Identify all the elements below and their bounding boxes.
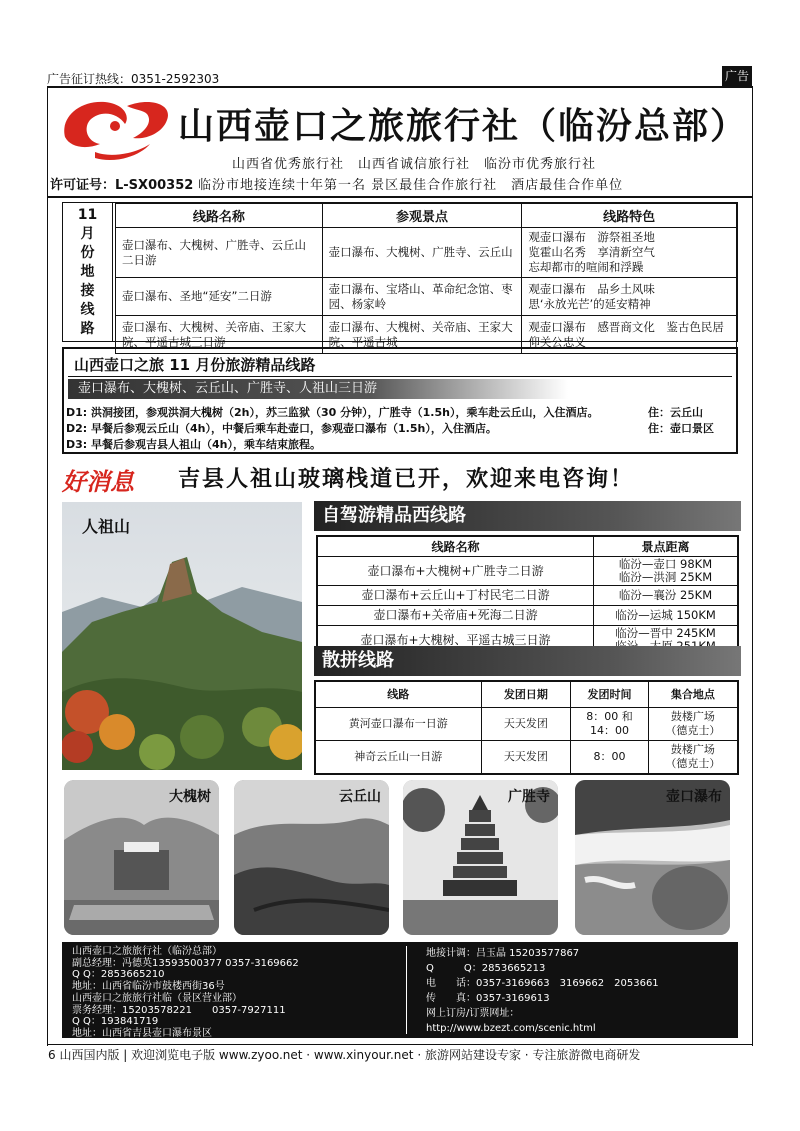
column-header: 集合地点 — [648, 681, 738, 707]
route-distance: 临汾—运城 150KM — [594, 606, 738, 626]
route-distance: 临汾—襄汾 25KM — [594, 586, 738, 606]
table-row — [315, 740, 738, 774]
route-distance: 临汾—壶口 98KM 临汾—洪洞 25KM — [594, 557, 738, 586]
side-char: 月 — [80, 225, 95, 242]
side-char: 路 — [80, 320, 95, 337]
contact-line: Q Q：2853665210 — [72, 969, 165, 981]
contact-line: 副总经理：冯德英13593500377 0357-3169662 — [72, 957, 299, 969]
side-char: 份 — [80, 244, 95, 261]
ground-tour-grid — [115, 203, 737, 354]
ad-hotline: 广告征订热线：0351-2592303 — [47, 72, 220, 86]
route-spots: 壶口瀑布、大槐树、广胜寺、云丘山 — [322, 228, 522, 278]
contact-line: 地接计调：吕玉晶 15203577867 — [426, 948, 580, 959]
route-name: 壶口瀑布、圣地“延安”二日游 — [116, 278, 323, 316]
route-name: 壶口瀑布+大槐树+广胜寺二日游 — [317, 557, 594, 586]
contact-line: Q Q：193841719 — [72, 1016, 159, 1028]
column-header: 线路名称 — [116, 204, 323, 228]
thumb-label: 壶口瀑布 — [666, 789, 722, 805]
page-footer: 6 山西国内版 | 欢迎浏览电子版 www.zyoo.net · www.xinyour.net · 旅游网站建设专家 · 专注旅游微电商研发 — [48, 1048, 641, 1062]
self-drive-table — [316, 535, 739, 656]
route-name: 壶口瀑布+关帝庙+死海二日游 — [317, 606, 594, 626]
dahuaishu-photo — [64, 780, 219, 935]
thumb-label: 大槐树 — [169, 789, 211, 805]
ad-tag: 广告 — [722, 66, 752, 86]
good-news-text: 吉县人祖山玻璃栈道已开，欢迎来电咨询！ — [178, 467, 635, 492]
bottom-rule — [47, 1044, 753, 1045]
ground-tour-table — [62, 202, 738, 349]
column-header: 景点距离 — [594, 536, 738, 557]
group-time: 8：00 — [571, 740, 649, 774]
table-row — [317, 586, 738, 606]
column-header: 线路 — [315, 681, 481, 707]
featured-route-title: 山西壶口之旅 11 月份旅游精品线路 — [74, 356, 316, 374]
group-meeting-point: 鼓楼广场 （德克士） — [648, 740, 738, 774]
table-row — [317, 557, 738, 586]
table-row — [116, 228, 737, 278]
contact-line: 电 话：0357-3169663 3169662 2053661 — [426, 978, 659, 989]
group-route: 黄河壶口瀑布一日游 — [315, 707, 481, 740]
column-header: 线路名称 — [317, 536, 594, 557]
thumb-label: 广胜寺 — [508, 789, 550, 805]
table-header-row — [315, 681, 738, 707]
contact-line: 网上订房/订票网址： — [426, 1008, 520, 1019]
side-char: 线 — [80, 301, 95, 318]
route-name: 壶口瀑布、大槐树、广胜寺、云丘山二日游 — [116, 228, 323, 278]
table-row — [317, 606, 738, 626]
itinerary-stay: 住：壶口景区 — [648, 422, 714, 435]
column-header: 发团时间 — [571, 681, 649, 707]
contact-line: 地址：山西省吉县壶口瀑布景区 — [72, 1027, 212, 1039]
itinerary-day: D3: 早餐后参观吉县人祖山（4h），乘车结束旅程。 — [66, 438, 321, 451]
contact-line: 山西壶口之旅旅行社（临汾总部） — [72, 946, 222, 957]
agency-name: 山西壶口之旅旅行社（临汾总部） — [178, 105, 749, 147]
contact-right — [426, 946, 659, 1036]
group-tour-section-title: 散拼线路 — [314, 646, 741, 676]
column-header: 发团日期 — [481, 681, 571, 707]
self-drive-section-title: 自驾游精品西线路 — [314, 501, 741, 531]
route-features: 观壶口瀑布 感晋商文化 鉴古色民居 仰关公忠义 — [522, 316, 737, 354]
table-row — [315, 707, 738, 740]
route-name: 壶口瀑布+大槐树、平遥古城三日游 — [317, 626, 594, 656]
agency-awards: 临汾市地接连续十年第一名 景区最佳合作旅行社 酒店最佳合作单位 — [198, 178, 624, 193]
column-header: 参观景点 — [322, 204, 522, 228]
table-header-row — [317, 536, 738, 557]
featured-route-box — [62, 347, 738, 454]
route-name: 壶口瀑布、大槐树、关帝庙、王家大院、平遥古城三日游 — [116, 316, 323, 354]
agency-honors: 山西省优秀旅行社 山西省诚信旅行社 临汾市优秀旅行社 — [232, 157, 597, 172]
group-route: 神奇云丘山一日游 — [315, 740, 481, 774]
license-number: 许可证号：L-SX00352 — [50, 178, 194, 193]
route-features: 观壶口瀑布 品乡土风味 思‘永放光芒’的延安精神 — [522, 278, 737, 316]
contact-line: Q Q：2853665213 — [426, 963, 546, 974]
group-date: 天天发团 — [481, 740, 571, 774]
renzu-mountain-label: 人祖山 — [82, 517, 131, 536]
contact-panel — [62, 942, 738, 1038]
route-spots: 壶口瀑布、大槐树、关帝庙、王家大院、平遥古城 — [322, 316, 522, 354]
column-header: 线路特色 — [522, 204, 737, 228]
route-features: 观壶口瀑布 游祭祖圣地 览霍山名秀 享清新空气 忘却都市的喧闹和浮躁 — [522, 228, 737, 278]
guangshengsi-photo — [403, 780, 558, 935]
contact-left — [72, 946, 299, 1040]
side-char: 11 — [77, 206, 98, 223]
side-char: 地 — [80, 263, 95, 280]
group-time: 8：00 和 14：00 — [571, 707, 649, 740]
contact-line: 传 真：0357-3169613 — [426, 993, 550, 1004]
contact-line: 票务经理：15203578221 0357-7927111 — [72, 1004, 286, 1016]
itinerary-day: D1: 洪洞接团，参观洪洞大槐树（2h），苏三监狱（30 分钟），广胜寺（1.5h），乘车赴云丘山，入住酒店。 — [66, 406, 599, 419]
table-header-row — [116, 204, 737, 228]
renzu-mountain-photo — [62, 502, 302, 770]
ground-tour-side-label — [63, 203, 113, 341]
hukou-waterfall-photo — [575, 780, 730, 935]
itinerary-stay: 住：云丘山 — [648, 406, 703, 419]
contact-line: 山西壶口之旅旅行社临（景区营业部） — [72, 992, 242, 1004]
route-distance: 临汾—晋中 245KM — [594, 626, 738, 656]
featured-rule — [68, 376, 732, 377]
booking-url[interactable]: http://www.bzezt.com/scenic.html — [426, 1023, 596, 1034]
featured-route-name: 壶口瀑布、大槐树、云丘山、广胜寺、人祖山三日游 — [68, 379, 568, 399]
agency-logo-icon — [55, 92, 175, 164]
group-tour-table — [314, 680, 739, 775]
yunqiushan-photo — [234, 780, 389, 935]
itinerary-day: D2: 早餐后参观云丘山（4h），中餐后乘车赴壶口，参观壶口瀑布（1.5h），入住酒店。 — [66, 422, 497, 435]
side-char: 接 — [80, 282, 95, 299]
group-date: 天天发团 — [481, 707, 571, 740]
good-news-badge: 好消息 — [62, 467, 134, 496]
route-spots: 壶口瀑布、宝塔山、革命纪念馆、枣园、杨家岭 — [322, 278, 522, 316]
header-rule — [47, 196, 753, 198]
contact-divider — [406, 946, 407, 1034]
route-name: 壶口瀑布+云丘山+丁村民宅二日游 — [317, 586, 594, 606]
thumb-label: 云丘山 — [339, 789, 381, 805]
table-row — [116, 278, 737, 316]
contact-line: 地址：山西省临汾市鼓楼西街36号 — [72, 981, 225, 993]
group-meeting-point: 鼓楼广场 （德克士） — [648, 707, 738, 740]
